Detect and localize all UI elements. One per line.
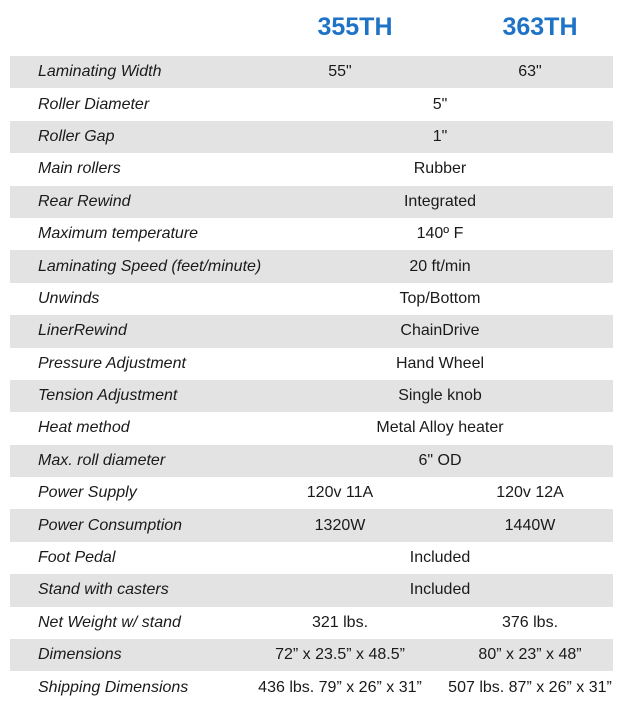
spec-value-363th: 120v 12A <box>496 484 564 502</box>
spec-row <box>10 639 613 671</box>
spec-value-shared: 5" <box>432 95 448 113</box>
spec-row <box>10 542 613 574</box>
spec-row <box>10 250 613 282</box>
spec-value-355th: 1320W <box>314 516 366 534</box>
spec-row <box>10 380 613 412</box>
spec-table <box>10 56 613 704</box>
spec-value-355th: 72” x 23.5” x 48.5” <box>275 646 405 664</box>
spec-row <box>10 348 613 380</box>
spec-value-363th: 63" <box>518 63 542 81</box>
spec-row <box>10 56 613 88</box>
spec-row <box>10 315 613 347</box>
spec-row <box>10 121 613 153</box>
spec-label: Roller Gap <box>38 127 115 145</box>
spec-value-363th: 1440W <box>504 516 556 534</box>
spec-value-shared: 20 ft/min <box>409 257 471 275</box>
spec-label: Unwinds <box>38 289 100 307</box>
spec-label: Shipping Dimensions <box>38 678 189 696</box>
spec-row <box>10 445 613 477</box>
spec-value-shared: 140º F <box>416 225 464 243</box>
spec-label: Max. roll diameter <box>38 451 166 469</box>
spec-value-shared: Integrated <box>403 192 477 210</box>
spec-label: Main rollers <box>38 160 121 178</box>
spec-row <box>10 607 613 639</box>
spec-row <box>10 412 613 444</box>
spec-label: Net Weight w/ stand <box>38 613 181 631</box>
spec-value-shared: Metal Alloy heater <box>376 419 504 437</box>
spec-value-shared: Single knob <box>398 387 482 405</box>
model-header-355th: 355TH <box>317 12 393 41</box>
spec-label: Power Consumption <box>38 516 183 534</box>
spec-value-355th: 321 lbs. <box>311 613 369 631</box>
spec-value-363th: 376 lbs. <box>501 613 559 631</box>
spec-row <box>10 218 613 250</box>
spec-value-shared: Hand Wheel <box>395 354 485 372</box>
spec-row <box>10 283 613 315</box>
spec-label: Pressure Adjustment <box>38 354 186 372</box>
spec-label: LinerRewind <box>38 322 127 340</box>
spec-label: Stand with casters <box>38 581 169 599</box>
spec-label: Power Supply <box>38 484 137 502</box>
spec-label: Maximum temperature <box>38 225 199 243</box>
spec-value-shared: 6" OD <box>418 451 462 469</box>
spec-row <box>10 477 613 509</box>
spec-label: Rear Rewind <box>38 192 131 210</box>
spec-value-355th: 55" <box>328 63 352 81</box>
spec-value-355th: 436 lbs. 79” x 26” x 31” <box>258 678 422 696</box>
spec-label: Roller Diameter <box>38 95 150 113</box>
spec-value-shared: Included <box>409 581 471 599</box>
spec-label: Laminating Speed (feet/minute) <box>38 257 262 275</box>
spec-value-shared: 1" <box>432 127 448 145</box>
spec-row <box>10 186 613 218</box>
spec-row <box>10 88 613 120</box>
spec-label: Dimensions <box>38 646 122 664</box>
spec-value-363th: 80” x 23” x 48” <box>478 646 582 664</box>
spec-label: Laminating Width <box>38 63 162 81</box>
spec-value-shared: Top/Bottom <box>399 289 481 307</box>
spec-label: Heat method <box>38 419 130 437</box>
model-header-363th: 363TH <box>502 12 578 41</box>
spec-value-shared: Included <box>409 549 471 567</box>
spec-row <box>10 153 613 185</box>
spec-row <box>10 509 613 541</box>
spec-value-shared: Rubber <box>413 160 467 178</box>
spec-label: Tension Adjustment <box>38 387 178 405</box>
spec-value-shared: ChainDrive <box>400 322 480 340</box>
spec-value-355th: 120v 11A <box>306 484 374 502</box>
spec-row <box>10 671 613 703</box>
spec-value-363th: 507 lbs. 87” x 26” x 31” <box>448 678 612 696</box>
spec-row <box>10 574 613 606</box>
spec-label: Foot Pedal <box>38 549 116 567</box>
